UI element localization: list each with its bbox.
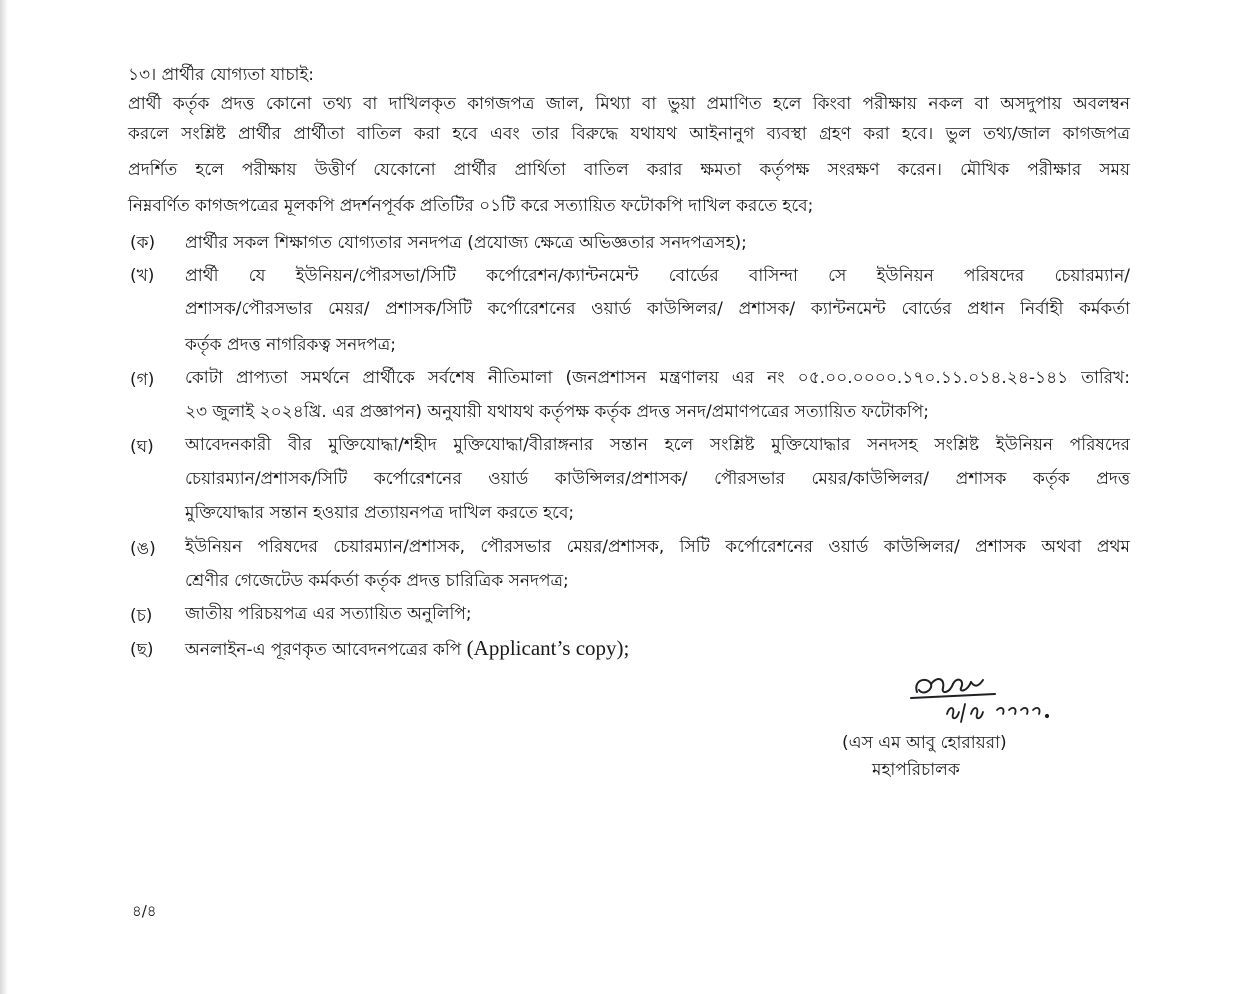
- list-item-text: কর্তৃক প্রদত্ত নাগরিকত্ব সনদপত্র;: [185, 335, 397, 355]
- paragraph-line: প্রার্থী কর্তৃক প্রদত্ত কোনো তথ্য বা দাখিলকৃত কাগজপত্র জাল, মিথ্যা বা ভুয়া প্রমাণিত হলে কিংবা পরীক্ষায় নকল বা অসদুপায় অবলম্বন: [128, 94, 1130, 114]
- list-item-label: (ঙ): [130, 539, 156, 559]
- signer-title: মহাপরিচালক: [872, 760, 960, 780]
- list-item-text: [185, 636, 1130, 662]
- handwritten-signature: [905, 670, 1075, 732]
- applicant-copy-text: (Applicant’s copy);: [466, 636, 630, 660]
- paragraph-line: নিম্নবর্ণিত কাগজপত্রের মূলকপি প্রদর্শনপূর্বক প্রতিটির ০১টি করে সত্যায়িত ফটোকপি দাখিল করতে হবে;: [128, 196, 814, 216]
- list-item-label: (গ): [130, 370, 155, 390]
- list-item-text: আবেদনকারী বীর মুক্তিযোদ্ধা/শহীদ মুক্তিযোদ্ধা/বীরাঙ্গনার সন্তান হলে সংশ্লিষ্ট মুক্তিযোদ্ধার সনদসহ সংশ্লিষ্ট ইউনিয়ন পরিষদের: [185, 435, 1130, 455]
- list-item-label: (ছ): [130, 640, 154, 660]
- signature-block: [830, 670, 1090, 780]
- list-item-text: কোটা প্রাপ্যতা সমর্থনে প্রার্থীকে সর্বশেষ নীতিমালা (জনপ্রশাসন মন্ত্রণালয় এর নং ০৫.০০.০০০০.১৭০.১১.০১৪.২৪-১৪১ তারিখ:: [185, 368, 1130, 388]
- list-item-text: ২৩ জুলাই ২০২৪খ্রি. এর প্রজ্ঞাপন) অনুযায়ী যথাযথ কর্তৃপক্ষ কর্তৃক প্রদত্ত সনদ/প্রমাণপত্রের সত্যায়িত ফটোকপি;: [185, 402, 930, 422]
- list-item-text: শ্রেণীর গেজেটেড কর্মকর্তা কর্তৃক প্রদত্ত চারিত্রিক সনদপত্র;: [185, 571, 569, 591]
- page-number: ৪/৪: [132, 902, 157, 920]
- list-item-text: ইউনিয়ন পরিষদের চেয়ারম্যান/প্রশাসক, পৌরসভার মেয়র/প্রশাসক, সিটি কর্পোরেশনের ওয়ার্ড কাউন্সিলর/ প্রশাসক অথবা প্রথম: [185, 537, 1130, 557]
- list-item-text: প্রার্থীর সকল শিক্ষাগত যোগ্যতার সনদপত্র (প্রযোজ্য ক্ষেত্রে অভিজ্ঞতার সনদপত্রসহ);: [185, 233, 747, 253]
- list-item-text: মুক্তিযোদ্ধার সন্তান হওয়ার প্রত্যায়নপত্র দাখিল করতে হবে;: [185, 503, 575, 523]
- list-item-text: প্রশাসক/পৌরসভার মেয়র/ প্রশাসক/সিটি কর্পোরেশনের ওয়ার্ড কাউন্সিলর/ প্রশাসক/ ক্যান্টনমেন্ট বোর্ডের প্রধান নির্বাহী কর্মকর্তা: [185, 299, 1130, 319]
- section-heading: ১৩। প্রার্থীর যোগ্যতা যাচাই:: [128, 65, 314, 85]
- list-item-label: (চ): [130, 606, 153, 626]
- list-item-label: (খ): [130, 266, 155, 286]
- list-item-text: জাতীয় পরিচয়পত্র এর সত্যায়িত অনুলিপি;: [185, 604, 472, 624]
- list-item-label: (ঘ): [130, 437, 154, 457]
- list-item-text-bn: অনলাইন-এ পূরণকৃত আবেদনপত্রের কপি: [185, 640, 467, 660]
- list-item-label: (ক): [130, 233, 156, 253]
- paragraph-line: করলে সংশ্লিষ্ট প্রার্থীর প্রার্থীতা বাতিল করা হবে এবং তার বিরুদ্ধে যথাযথ আইনানুগ ব্যবস্থা গ্রহণ করা হবে। ভুল তথ্য/জাল কাগজপত্র: [128, 124, 1130, 144]
- signer-name: (এস এম আবু হোরায়রা): [842, 733, 1007, 753]
- list-item-text: প্রার্থী যে ইউনিয়ন/পৌরসভা/সিটি কর্পোরেশন/ক্যান্টনমেন্ট বোর্ডের বাসিন্দা সে ইউনিয়ন পরিষদের চেয়ারম্যান/: [185, 266, 1130, 286]
- paragraph-line: প্রদর্শিত হলে পরীক্ষায় উত্তীর্ণ যেকোনো প্রার্থীর প্রার্থিতা বাতিল করার ক্ষমতা কর্তৃপক্ষ সংরক্ষণ করেন। মৌখিক পরীক্ষার সময়: [128, 160, 1130, 180]
- list-item-text: চেয়ারম্যান/প্রশাসক/সিটি কর্পোরেশনের ওয়ার্ড কাউন্সিলর/প্রশাসক/ পৌরসভার মেয়র/কাউন্সিলর/ প্রশাসক কর্তৃক প্রদত্ত: [185, 469, 1130, 489]
